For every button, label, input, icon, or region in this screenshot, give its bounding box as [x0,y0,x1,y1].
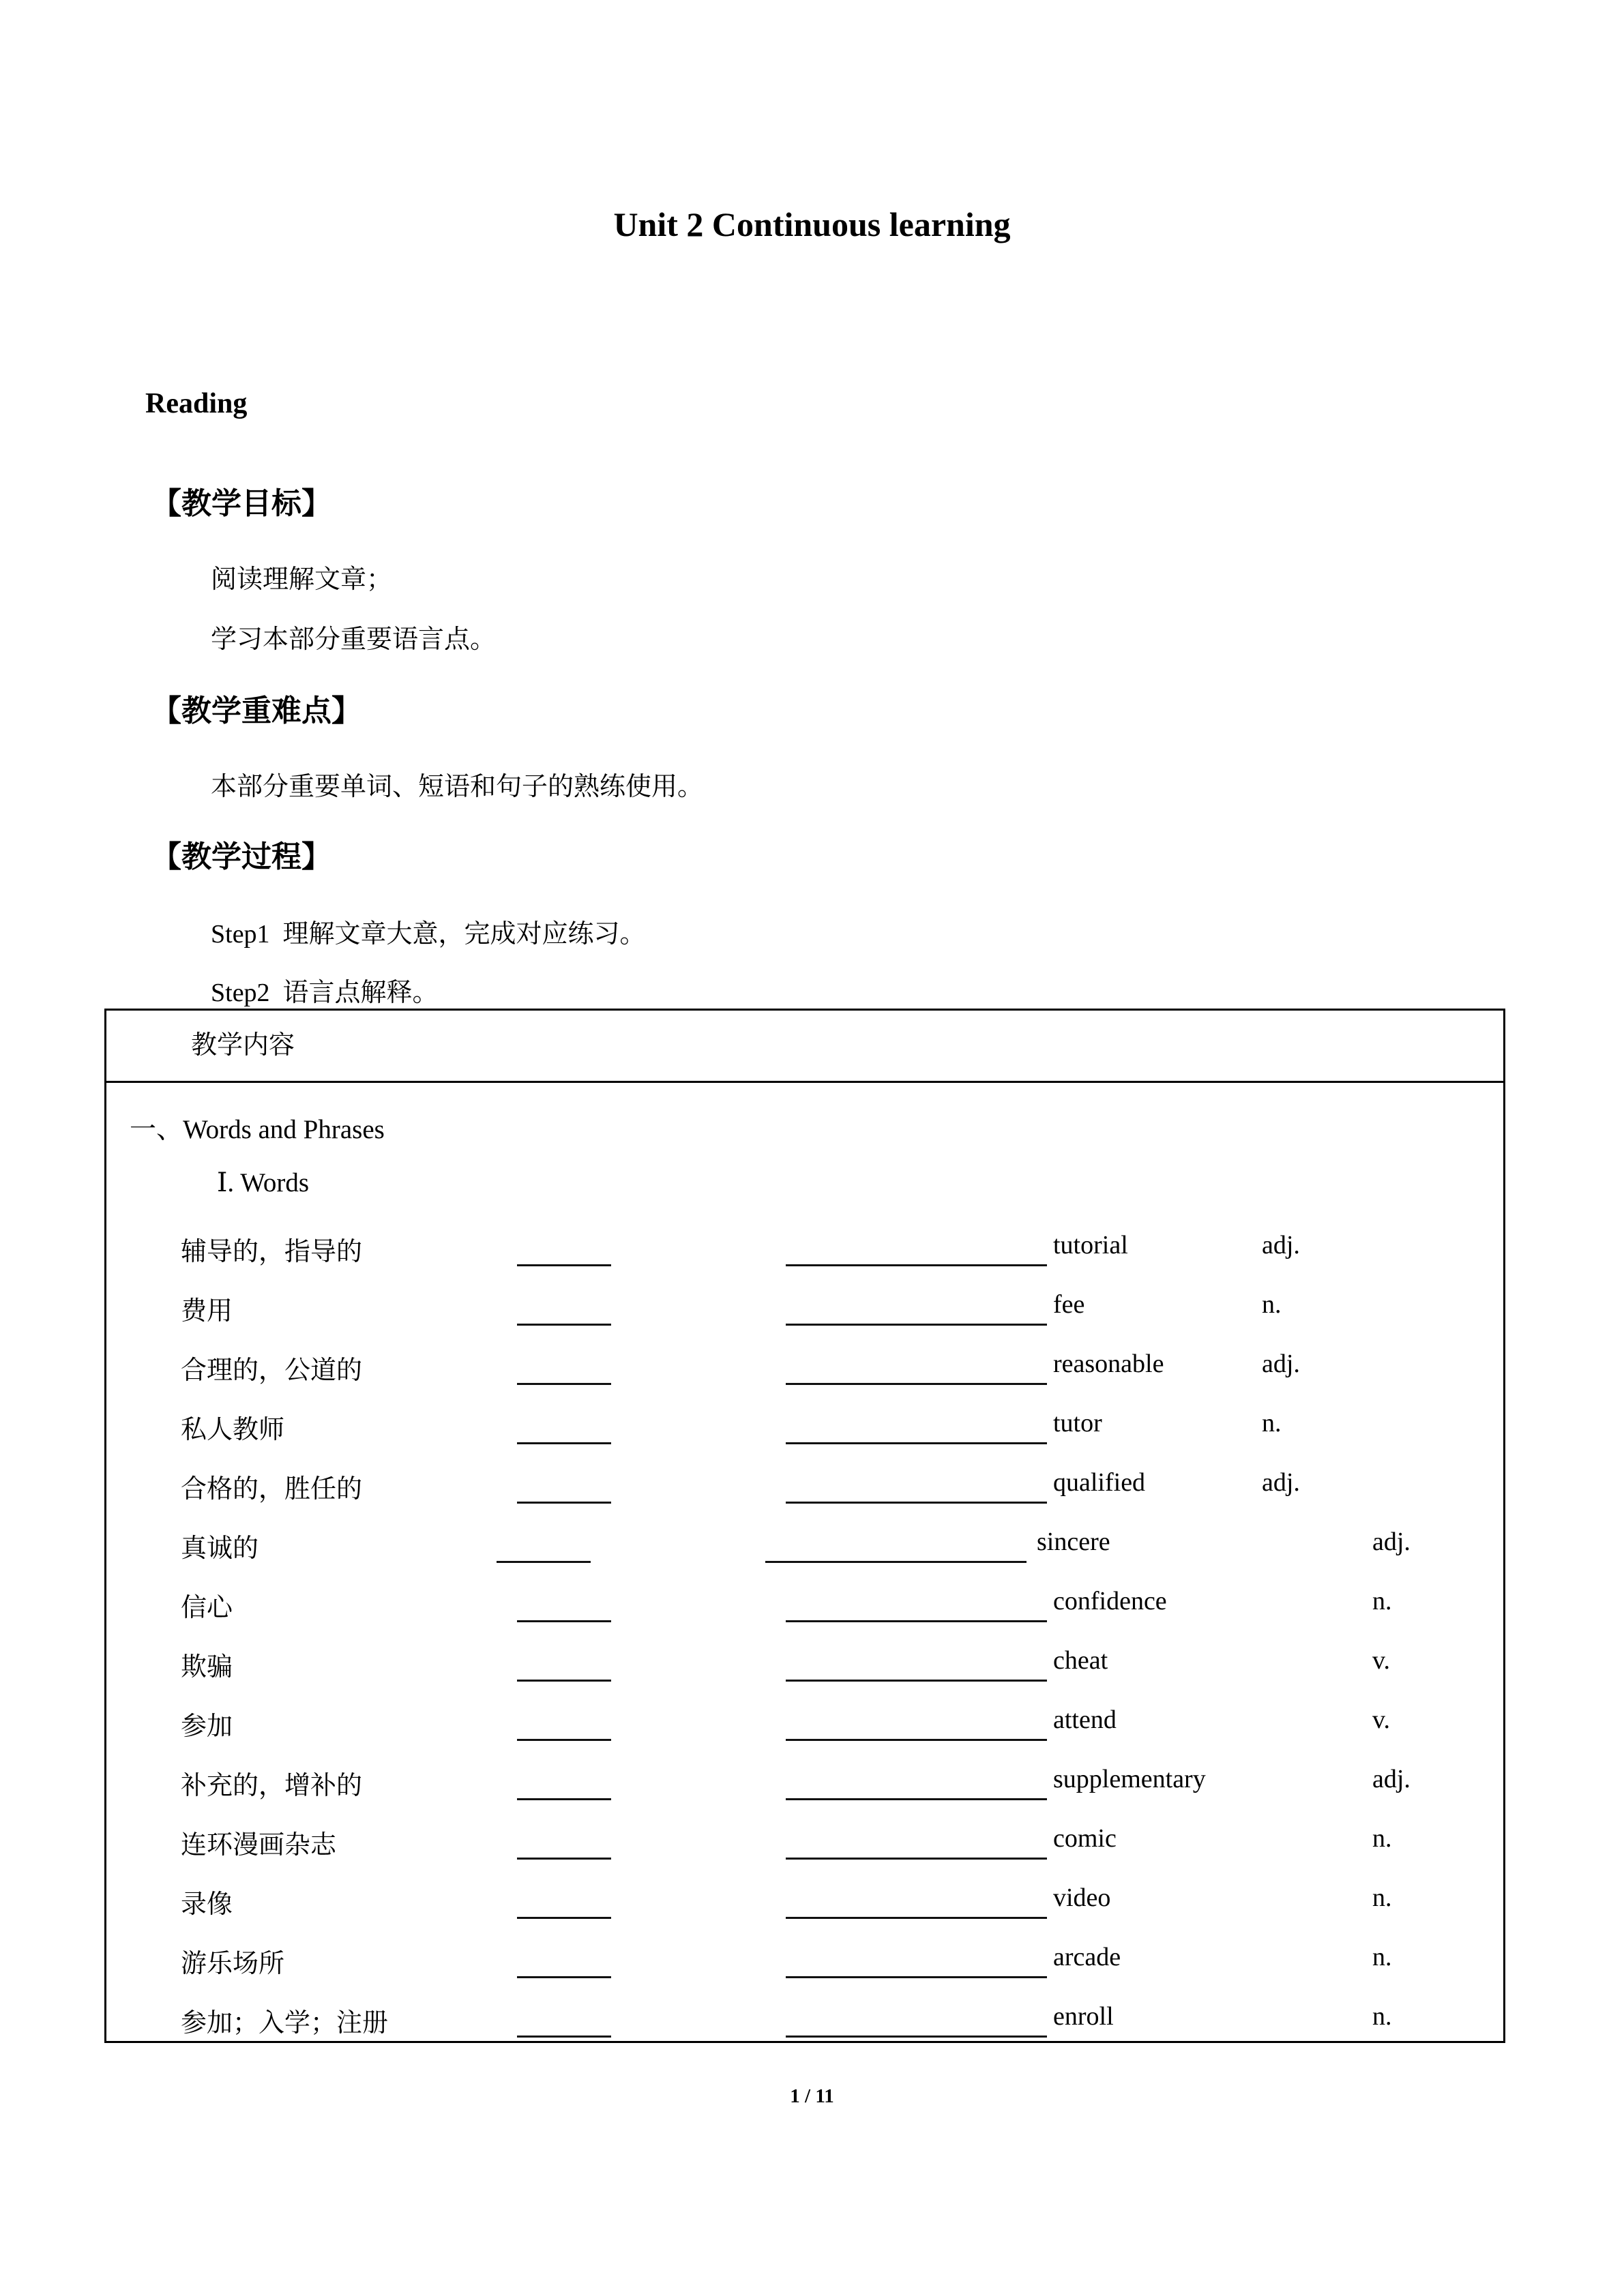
blank-line-short [517,1292,611,1326]
process-step-1: Step1 理解文章大意，完成对应练习。 [211,920,646,949]
word-english: arcade [1053,1943,1121,1971]
blank-line-short [517,1352,611,1385]
blank-line-short [517,1470,611,1504]
blank-line-long [786,1411,1047,1444]
word-pos: n. [1372,1824,1392,1853]
word-row [106,1755,1503,1814]
word-chinese: 参加；入学；注册 [181,2009,389,2038]
word-pos: adj. [1372,1765,1411,1793]
word-chinese: 欺骗 [181,1653,233,1682]
words-list [106,1221,1503,2051]
word-chinese: 费用 [181,1297,233,1326]
page-title: Unit 2 Continuous learning [613,205,1011,243]
word-english: cheat [1053,1646,1108,1675]
word-english: fee [1053,1290,1085,1319]
process-step-2: Step2 语言点解释。 [211,979,439,1007]
section-one-heading: 一、Words and Phrases [130,1115,385,1144]
blank-line-long [786,1945,1047,1978]
blank-line-long [786,2004,1047,2038]
blank-line-short [517,1708,611,1741]
blank-line-short [517,1885,611,1919]
word-pos: n. [1262,1290,1282,1319]
word-row [106,1280,1503,1339]
blank-line-long [765,1530,1027,1563]
word-chinese: 私人教师 [181,1416,285,1444]
process-heading: 【教学过程】 [151,840,331,874]
word-pos: n. [1372,1883,1392,1912]
word-pos: n. [1372,1943,1392,1971]
blank-line-long [786,1826,1047,1860]
word-english: tutor [1053,1409,1102,1437]
word-pos: adj. [1262,1468,1300,1497]
blank-line-long [786,1589,1047,1622]
word-pos: v. [1372,1646,1391,1675]
word-pos: v. [1372,1705,1391,1734]
word-chinese: 连环漫画杂志 [181,1831,337,1860]
blank-line-short [517,1945,611,1978]
word-row [106,1221,1503,1280]
key-points-line: 本部分重要单词、短语和句子的熟练使用。 [211,773,704,801]
blank-line-long [786,1767,1047,1800]
word-row [106,1873,1503,1933]
word-chinese: 辅导的，指导的 [181,1238,363,1266]
word-row [106,1517,1503,1577]
word-english: reasonable [1053,1350,1164,1378]
blank-line-short [517,2004,611,2038]
blank-line-long [786,1352,1047,1385]
word-pos: n. [1372,1587,1392,1615]
word-pos: adj. [1262,1231,1300,1259]
blank-line-short [517,1233,611,1266]
blank-line-long [786,1292,1047,1326]
word-pos: n. [1372,2002,1392,2031]
objective-line-2: 学习本部分重要语言点。 [211,625,497,654]
word-chinese: 参加 [181,1712,233,1741]
word-english: attend [1053,1705,1117,1734]
word-chinese: 游乐场所 [181,1950,285,1978]
word-pos: adj. [1262,1350,1300,1378]
word-english: supplementary [1053,1765,1206,1793]
word-row [106,1695,1503,1755]
page-number: 1 / 11 [790,2085,834,2107]
blank-line-short [497,1530,591,1563]
word-chinese: 真诚的 [181,1534,259,1563]
objective-line-1: 阅读理解文章； [211,565,393,594]
word-pos: n. [1262,1409,1282,1437]
word-row [106,1399,1503,1458]
word-english: comic [1053,1824,1117,1853]
word-english: qualified [1053,1468,1146,1497]
blank-line-short [517,1411,611,1444]
blank-line-long [786,1885,1047,1919]
word-chinese: 合理的，公道的 [181,1356,363,1385]
blank-line-short [517,1589,611,1622]
word-chinese: 信心 [181,1594,233,1622]
blank-line-long [786,1648,1047,1682]
reading-heading: Reading [145,388,248,419]
blank-line-short [517,1648,611,1682]
content-box-header [106,1011,1503,1083]
objectives-heading: 【教学目标】 [151,487,331,520]
word-english: sincere [1037,1527,1110,1556]
word-pos: adj. [1372,1527,1411,1556]
word-chinese: 补充的，增补的 [181,1772,363,1800]
word-chinese: 合格的，胜任的 [181,1475,363,1504]
word-row [106,1458,1503,1517]
key-points-heading: 【教学重难点】 [151,694,361,728]
word-row [106,1933,1503,1992]
words-subheading: Ⅰ. Words [217,1168,310,1197]
blank-line-long [786,1470,1047,1504]
blank-line-short [517,1767,611,1800]
teaching-content-box [104,1009,1505,2043]
blank-line-long [786,1233,1047,1266]
word-row [106,1577,1503,1636]
word-row [106,1992,1503,2051]
word-row [106,1814,1503,1873]
word-english: tutorial [1053,1231,1128,1259]
word-english: confidence [1053,1587,1167,1615]
word-row [106,1636,1503,1695]
blank-line-long [786,1708,1047,1741]
blank-line-short [517,1826,611,1860]
word-english: video [1053,1883,1111,1912]
content-box-title: 教学内容 [191,1031,295,1060]
word-chinese: 录像 [181,1890,233,1919]
word-row [106,1339,1503,1399]
word-english: enroll [1053,2002,1114,2031]
